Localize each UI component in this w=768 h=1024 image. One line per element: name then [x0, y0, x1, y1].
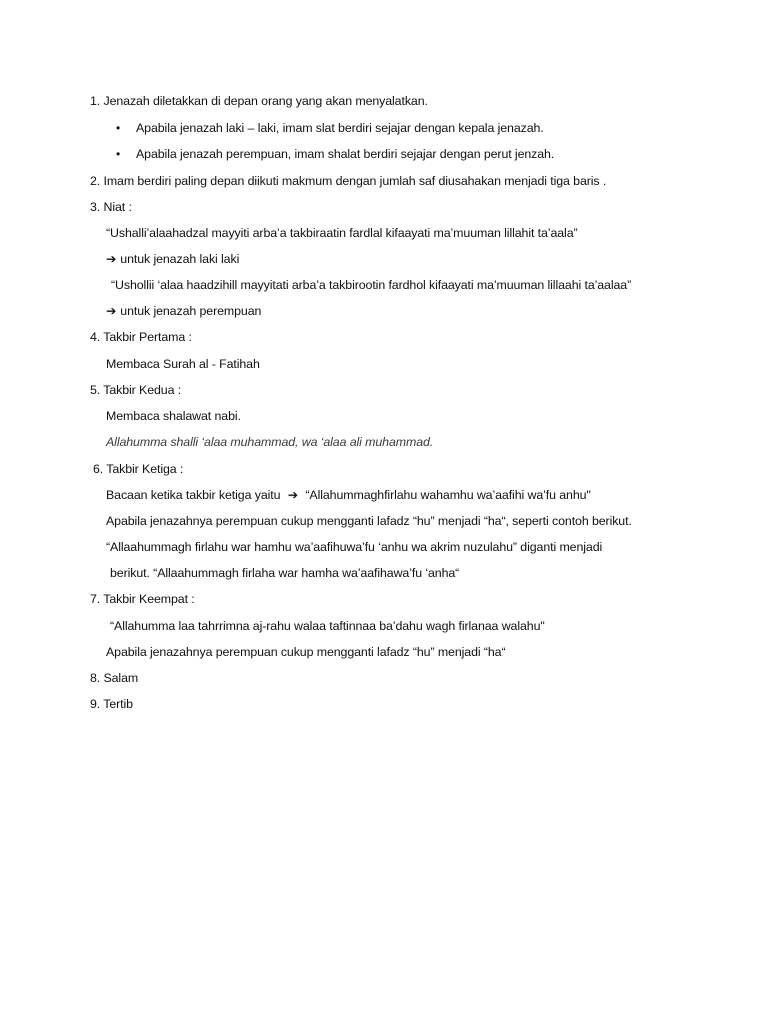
step-3-heading: 3. Niat :	[90, 200, 132, 214]
niat-female-caption	[106, 303, 261, 319]
step-4-heading: 4. Takbir Pertama :	[90, 330, 192, 344]
step-5-text: Membaca shalawat nabi.	[106, 409, 241, 423]
bullet-icon: •	[116, 147, 121, 161]
step-6-prayer-line	[106, 487, 591, 503]
arrow-right-icon: ➔	[106, 252, 117, 266]
step-7-prayer: “Allahumma laa tahrrimna aj-rahu walaa taftinnaa ba’dahu wagh firlanaa walahu"	[110, 619, 545, 633]
niat-female-text: “Ushollii ‘alaa haadzihill mayyitati arba’a takbirootin fardhol kifaayati ma’muuman lillaahi ta’aalaa”	[111, 278, 632, 292]
step-2-text: 2. Imam berdiri paling depan diikuti makmum dengan jumlah saf diusahakan menjadi tiga baris .	[90, 174, 607, 188]
step-9-heading: 9. Tertib	[90, 697, 133, 711]
step-1-bullet-male: Apabila jenazah laki – laki, imam slat berdiri sejajar dengan kepala jenazah.	[136, 121, 544, 135]
niat-male-caption-text: untuk jenazah laki laki	[120, 252, 240, 266]
niat-male-text: “Ushalli’alaahadzal mayyiti arba’a takbiraatin fardlal kifaayati ma’muuman lillahit ta’aala”	[106, 226, 578, 240]
step-6-heading: 6. Takbir Ketiga :	[93, 462, 184, 476]
step-6-prayer: “Allahummaghfirlahu wahamhu wa’aafihi wa’fu anhu"	[305, 488, 591, 502]
niat-female-caption-text: untuk jenazah perempuan	[120, 304, 262, 318]
step-6-example: “Allaahummagh firlahu war hamhu wa’aafihuwa’fu ‘anhu wa akrim nuzulahu” diganti menjadi	[106, 540, 603, 554]
step-4-text: Membaca Surah al - Fatihah	[106, 357, 260, 371]
step-7-heading: 7. Takbir Keempat :	[90, 592, 195, 606]
step-6-intro: Bacaan ketika takbir ketiga yaitu	[106, 488, 281, 502]
niat-male-caption	[106, 251, 239, 267]
arrow-right-icon: ➔	[106, 304, 117, 318]
arrow-right-icon: ➔	[287, 488, 299, 502]
step-8-heading: 8. Salam	[90, 671, 139, 685]
step-1-text: 1. Jenazah diletakkan di depan orang yang akan menyalatkan.	[90, 94, 428, 108]
step-1-bullet-female: Apabila jenazah perempuan, imam shalat berdiri sejajar dengan perut jenzah.	[136, 147, 555, 161]
step-6-example-cont: berikut. “Allaahummagh firlaha war hamha wa’aafihawa’fu ‘anha“	[110, 566, 460, 580]
bullet-icon: •	[116, 121, 121, 135]
shalawat-text: Allahumma shalli ‘alaa muhammad, wa ‘alaa ali muhammad.	[106, 435, 434, 449]
step-5-heading: 5. Takbir Kedua :	[90, 383, 182, 397]
step-7-note: Apabila jenazahnya perempuan cukup mengganti lafadz “hu” menjadi “ha“	[106, 645, 506, 659]
step-6-note: Apabila jenazahnya perempuan cukup mengganti lafadz “hu” menjadi “ha“, seperti contoh berikut.	[106, 514, 632, 528]
